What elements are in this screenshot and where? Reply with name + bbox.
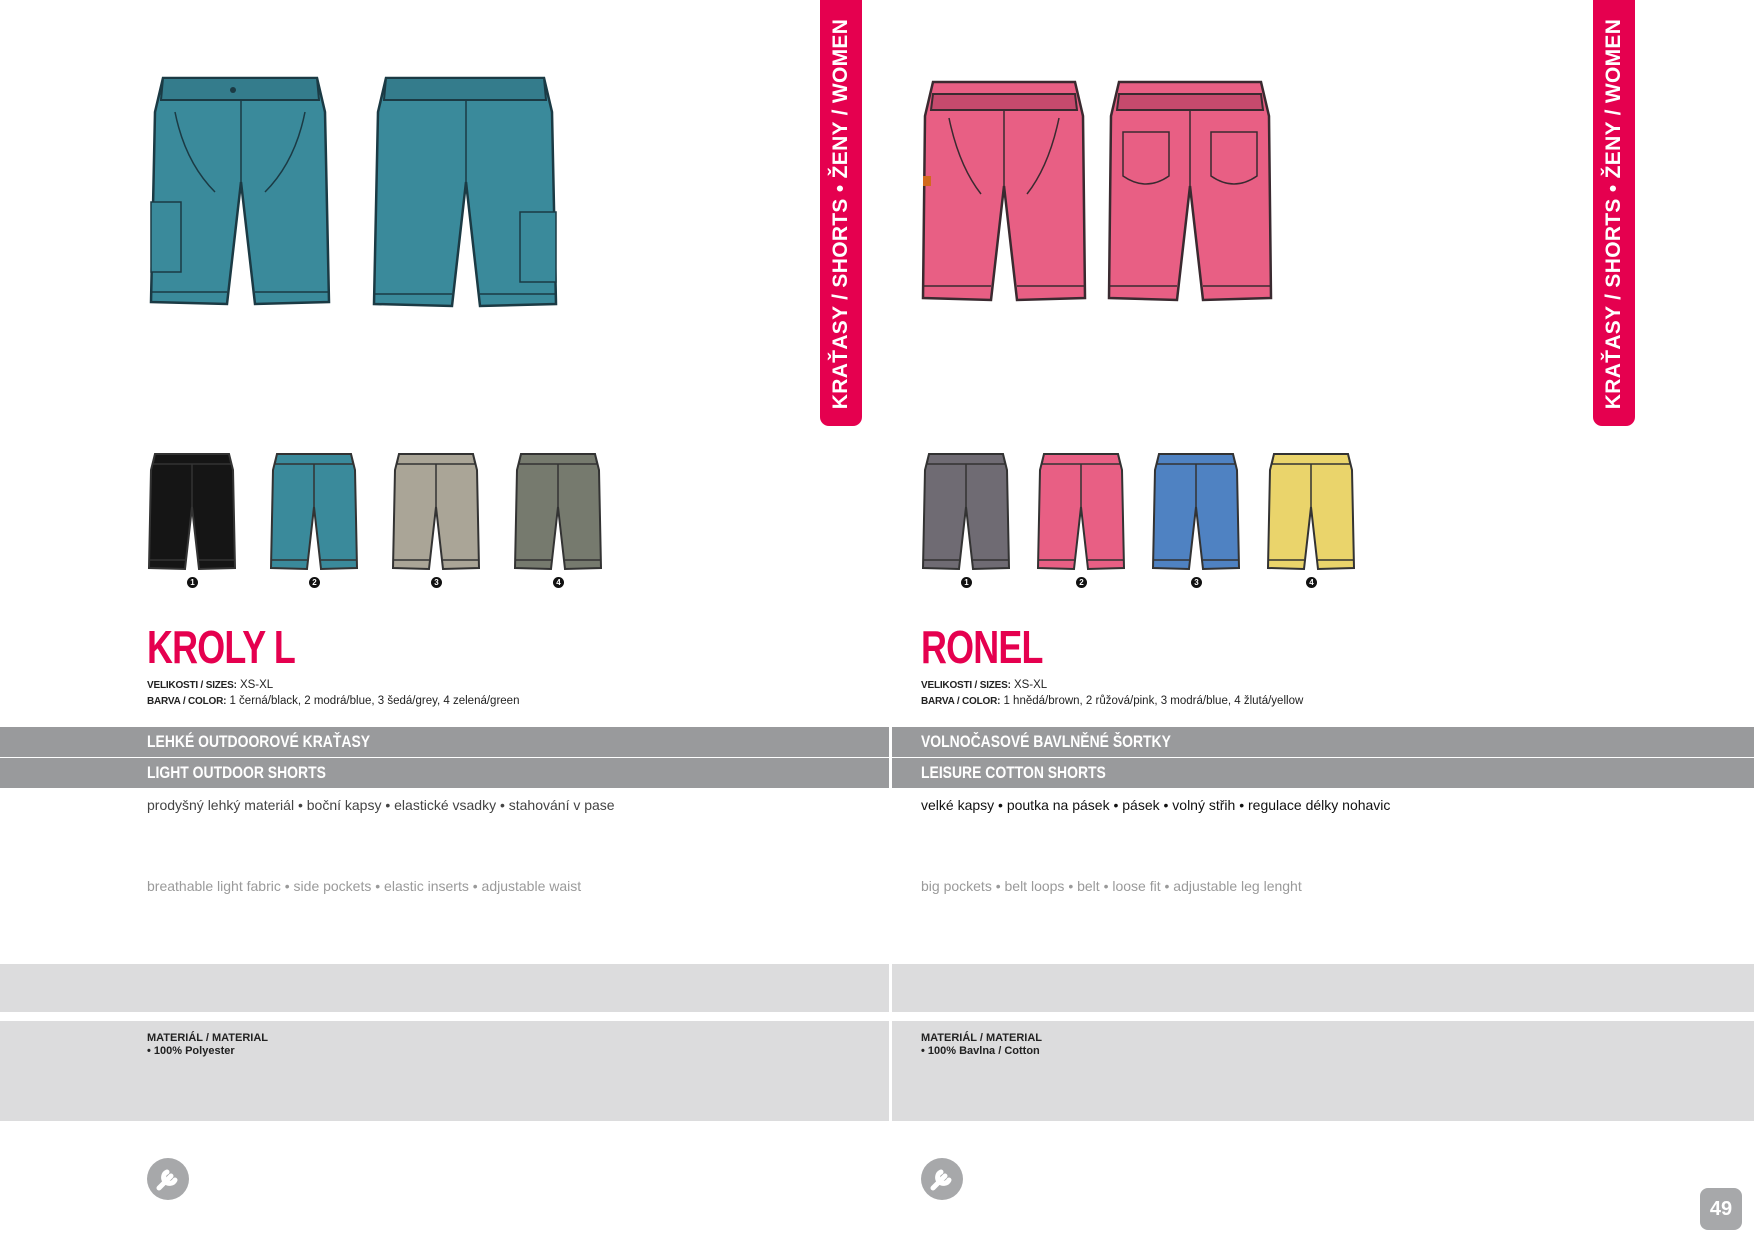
product-panel-ronel (887, 0, 1754, 1240)
material-value: • 100% Bavlna / Cotton (921, 1045, 1040, 1057)
material-info (147, 1032, 268, 1058)
shorts-front-image (919, 76, 1089, 306)
headline-en: LEISURE COTTON SHORTS (921, 763, 1106, 782)
blank-grey-bar (887, 964, 1754, 1012)
material-label: MATERIÁL / MATERIAL (147, 1032, 268, 1044)
swatch-shorts-4 (513, 452, 603, 572)
swatch-shorts-3 (391, 452, 481, 572)
colors-value: 1 černá/black, 2 modrá/blue, 3 šedá/grey, 4 zelená/green (229, 695, 520, 707)
sizes-line (921, 679, 1047, 691)
headline-band-en (0, 758, 887, 788)
swatch-shorts-4 (1266, 452, 1356, 572)
material-box (0, 1021, 887, 1121)
page-number: 49 (1700, 1188, 1742, 1230)
product-name: KROLY L (147, 621, 296, 673)
wrench-icon (921, 1158, 963, 1200)
headline-cz: LEHKÉ OUTDOOROVÉ KRAŤASY (147, 732, 371, 751)
swatch-shorts-3 (1151, 452, 1241, 572)
color-label: BARVA / COLOR: (147, 696, 227, 707)
headline-band-en (887, 758, 1754, 788)
category-tab (1593, 0, 1635, 426)
colors-value: 1 hnědá/brown, 2 růžová/pink, 3 modrá/blue, 4 žlutá/yellow (1003, 695, 1304, 707)
sizes-label: VELIKOSTI / SIZES: (147, 680, 237, 691)
headline-en: LIGHT OUTDOOR SHORTS (147, 763, 326, 782)
swatch-number-4: 4 (1306, 577, 1317, 588)
swatch-shorts-1 (147, 452, 237, 572)
swatch-number-1: 1 (961, 577, 972, 588)
swatch-number-2: 2 (309, 577, 320, 588)
swatch-number-4: 4 (553, 577, 564, 588)
color-label: BARVA / COLOR: (921, 696, 1001, 707)
material-info (921, 1032, 1042, 1058)
shorts-back-image (370, 72, 560, 312)
sizes-value: XS-XL (1013, 679, 1048, 691)
headline-band-cz (0, 727, 887, 757)
product-name: RONEL (921, 621, 1043, 673)
swatch-number-2: 2 (1076, 577, 1087, 588)
wrench-icon (147, 1158, 189, 1200)
sizes-label: VELIKOSTI / SIZES: (921, 680, 1011, 691)
shorts-front-image (145, 72, 335, 312)
swatch-shorts-2 (1036, 452, 1126, 572)
swatch-shorts-1 (921, 452, 1011, 572)
swatch-number-3: 3 (1191, 577, 1202, 588)
features-en: big pockets • belt loops • belt • loose fit • adjustable leg lenght (921, 878, 1302, 894)
material-value: • 100% Polyester (147, 1045, 235, 1057)
sizes-value: XS-XL (239, 679, 274, 691)
swatch-number-1: 1 (187, 577, 198, 588)
category-tab (820, 0, 862, 426)
material-label: MATERIÁL / MATERIAL (921, 1032, 1042, 1044)
colors-line (921, 695, 1303, 707)
panel-divider (889, 726, 892, 1121)
features-en: breathable light fabric • side pockets • elastic inserts • adjustable waist (147, 878, 582, 894)
headline-cz: VOLNOČASOVÉ BAVLNĚNÉ ŠORTKY (921, 732, 1171, 751)
features-cz: velké kapsy • poutka na pásek • pásek • volný střih • regulace délky nohavic (921, 797, 1391, 813)
blank-grey-bar (0, 964, 887, 1012)
colors-line (147, 695, 519, 707)
category-tab-label: KRAŤASY / SHORTS • ŽENY / WOMEN (1602, 18, 1625, 410)
sizes-line (147, 679, 273, 691)
category-tab-label: KRAŤASY / SHORTS • ŽENY / WOMEN (829, 18, 852, 410)
headline-band-cz (887, 727, 1754, 757)
swatch-shorts-2 (269, 452, 359, 572)
swatch-number-3: 3 (431, 577, 442, 588)
features-cz: prodyšný lehký materiál • boční kapsy • elastické vsadky • stahování v pase (147, 797, 615, 813)
shorts-back-image (1105, 76, 1275, 306)
